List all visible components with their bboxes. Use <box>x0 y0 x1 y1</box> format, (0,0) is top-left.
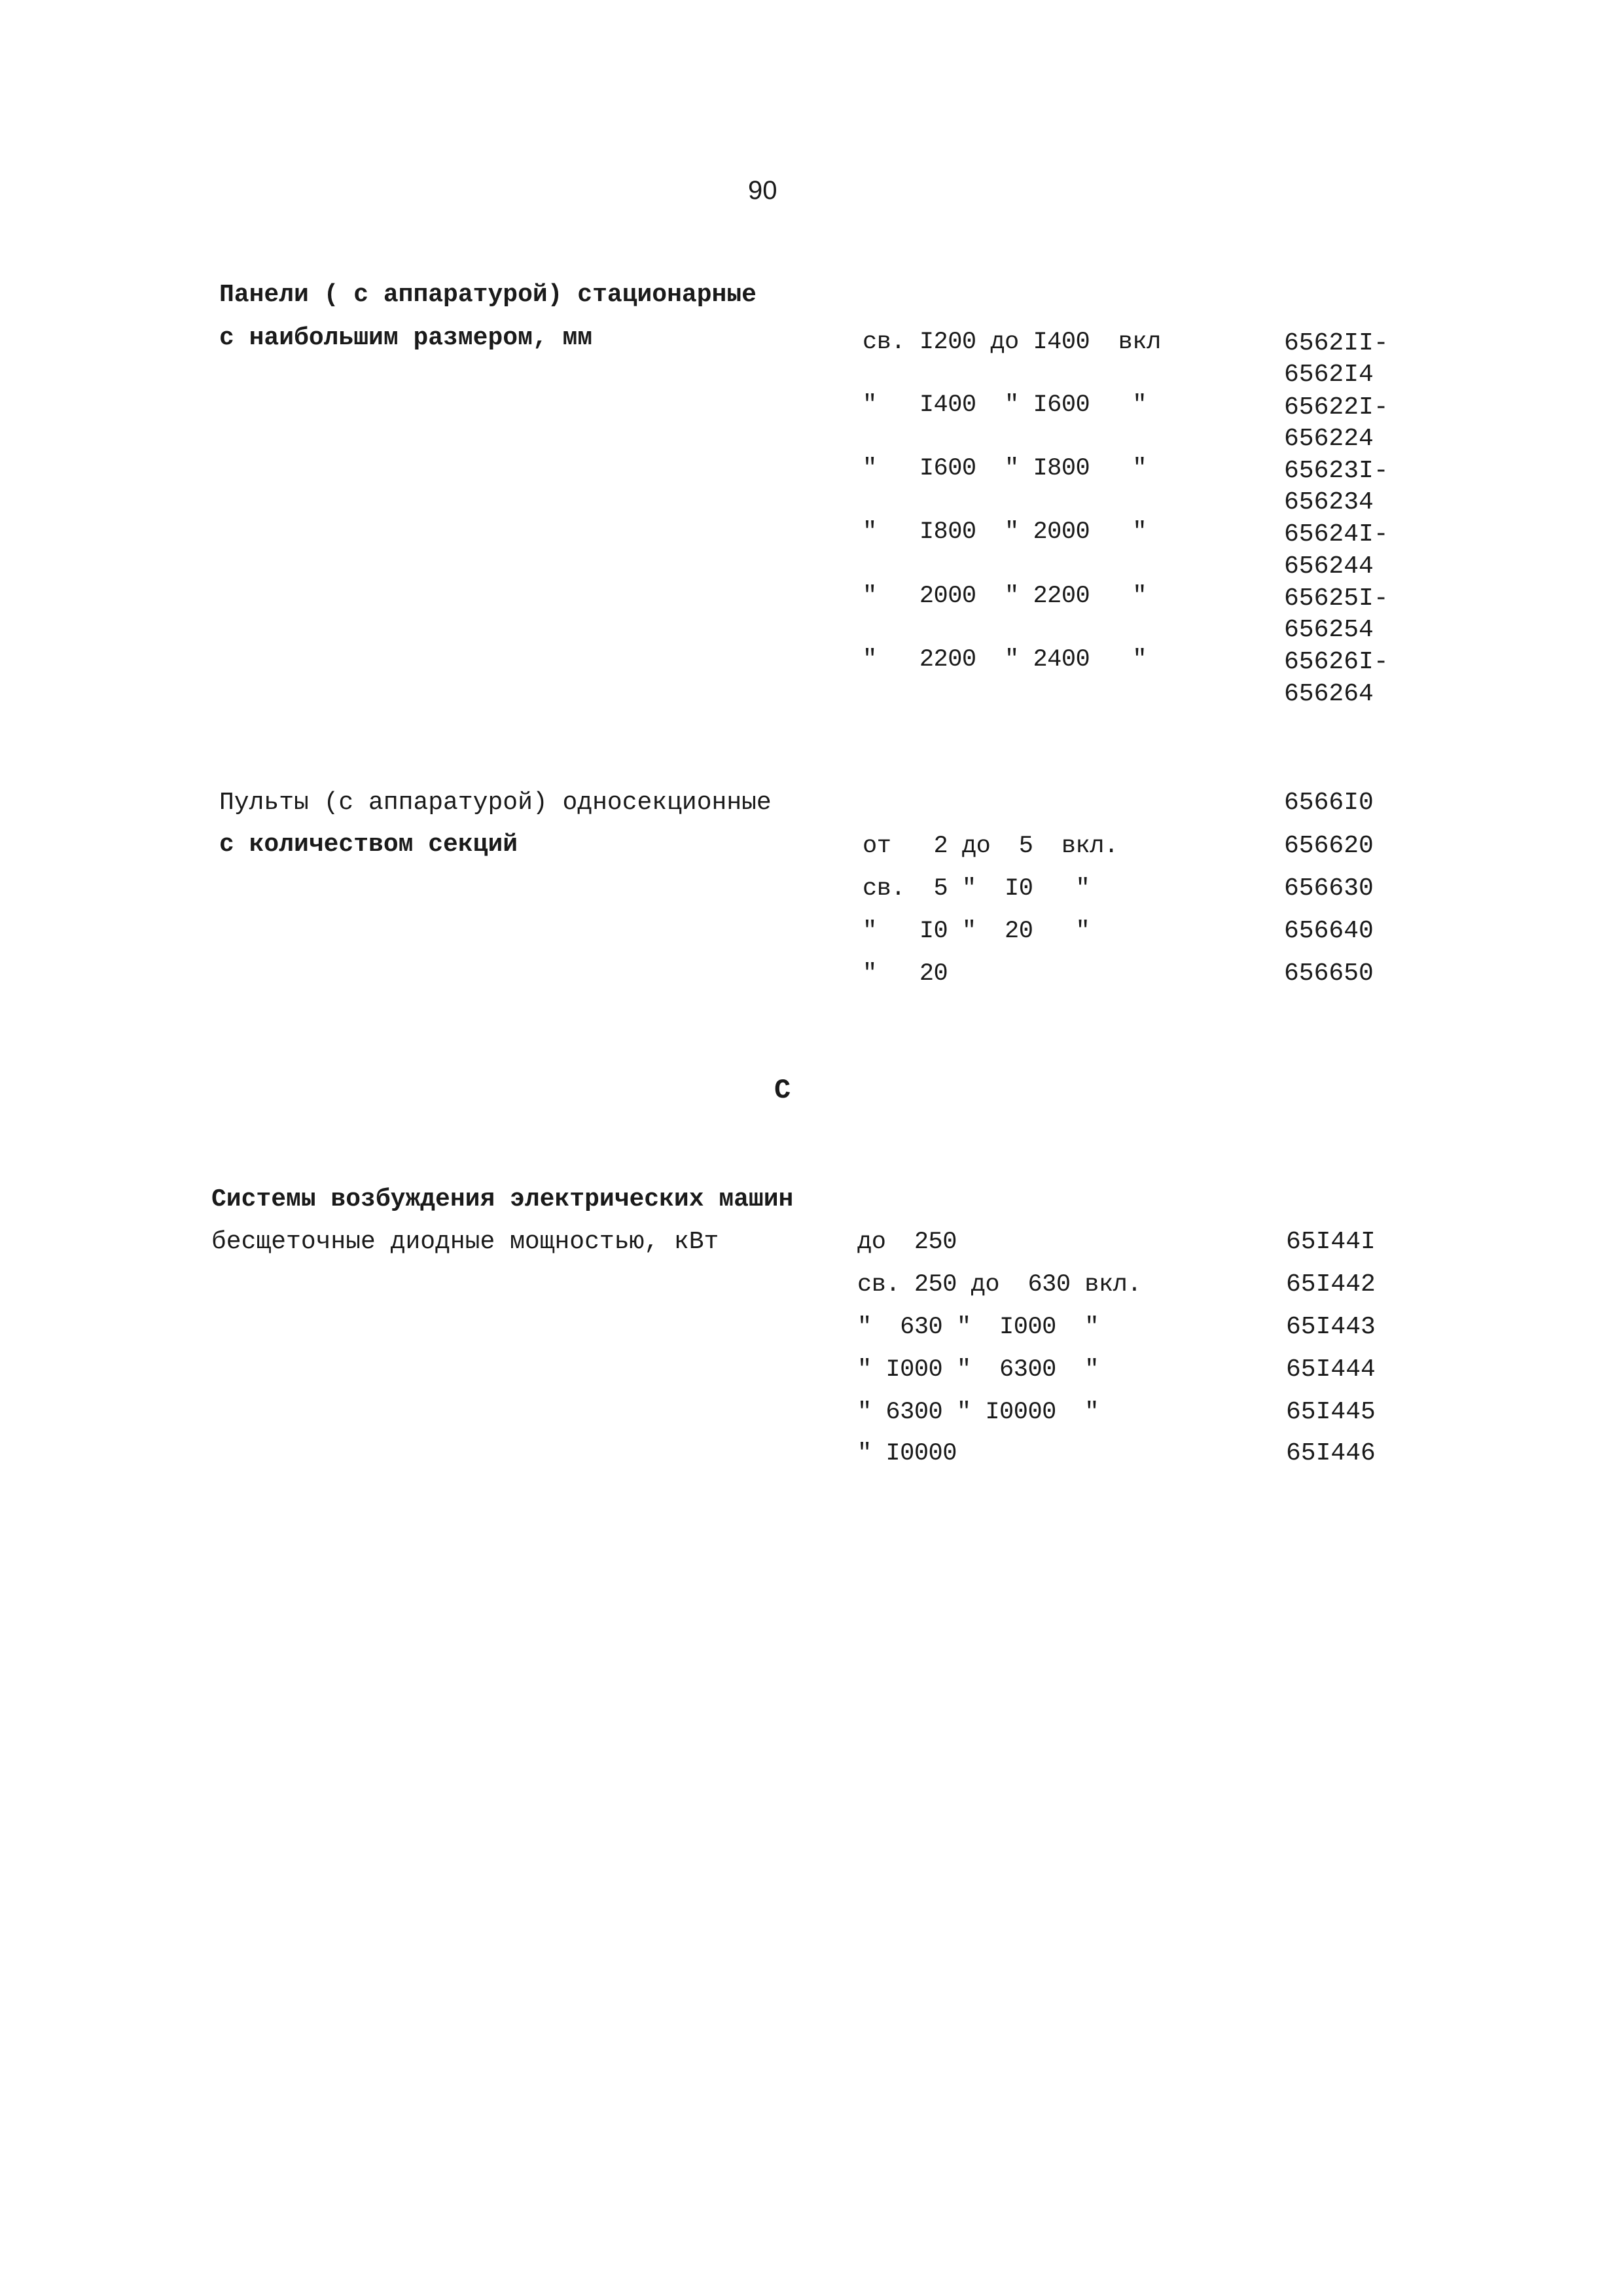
excitation-row-code: 65I443 <box>1286 1313 1376 1341</box>
consoles-row-code: 656650 <box>1284 960 1374 988</box>
excitation-row-cond: " 6300 " I0000 " <box>857 1399 1099 1426</box>
panels-row-code-end: 656244 <box>1284 552 1374 581</box>
section-letter: С <box>774 1075 791 1106</box>
panels-row-code-start: 65623I- <box>1284 457 1389 485</box>
panels-row-code-end: 656224 <box>1284 425 1374 453</box>
panels-row-cond: св. I200 до I400 вкл <box>863 329 1161 356</box>
consoles-title-line2: с количеством секций <box>219 831 518 859</box>
panels-row-code-start: 65624I- <box>1284 520 1389 548</box>
excitation-row-cond: св. 250 до 630 вкл. <box>857 1271 1142 1299</box>
panels-row-cond: " I600 " I800 " <box>863 455 1147 482</box>
excitation-row-cond: до 250 <box>857 1229 957 1256</box>
page-number: 90 <box>748 176 777 205</box>
consoles-row-code: 656640 <box>1284 917 1374 945</box>
consoles-row-cond: " I0 " 20 " <box>863 918 1090 945</box>
consoles-title-code: 6566I0 <box>1284 789 1374 817</box>
panels-row-code-start: 65622I- <box>1284 393 1389 422</box>
panels-row-cond: " 2000 " 2200 " <box>863 583 1147 610</box>
panels-row-code-end: 656264 <box>1284 680 1374 708</box>
panels-row-code-end: 6562I4 <box>1284 361 1374 389</box>
consoles-row-code: 656630 <box>1284 874 1374 903</box>
consoles-row-cond: от 2 до 5 вкл. <box>863 833 1118 860</box>
excitation-row-code: 65I446 <box>1286 1439 1376 1467</box>
panels-row-cond: " 2200 " 2400 " <box>863 646 1147 673</box>
consoles-row-cond: св. 5 " I0 " <box>863 875 1090 903</box>
panels-row-code-start: 6562II- <box>1284 329 1389 357</box>
panels-row-code-end: 656234 <box>1284 488 1374 516</box>
excitation-row-cond: " 630 " I000 " <box>857 1314 1099 1341</box>
excitation-row-cond: " I000 " 6300 " <box>857 1356 1099 1384</box>
panels-row-code-end: 656254 <box>1284 616 1374 644</box>
excitation-title-line2: бесщеточные диодные мощностью, кВт <box>211 1228 719 1256</box>
consoles-row-code: 656620 <box>1284 832 1374 860</box>
excitation-row-code: 65I442 <box>1286 1270 1376 1299</box>
excitation-row-code: 65I444 <box>1286 1355 1376 1384</box>
consoles-row-cond: " 20 <box>863 960 948 988</box>
panels-row-cond: " I400 " I600 " <box>863 391 1147 419</box>
panels-row-cond: " I800 " 2000 " <box>863 518 1147 546</box>
excitation-title-line1: Системы возбуждения электрических машин <box>211 1185 794 1213</box>
excitation-row-cond: " I0000 <box>857 1440 957 1467</box>
panels-row-code-start: 65626I- <box>1284 648 1389 676</box>
consoles-title-line1: Пульты (с аппаратурой) односекционные <box>219 789 772 817</box>
panels-row-code-start: 65625I- <box>1284 584 1389 613</box>
panels-title-line2: с наибольшим размером, мм <box>219 324 593 352</box>
excitation-row-code: 65I445 <box>1286 1398 1376 1426</box>
panels-title-line1: Панели ( с аппаратурой) стационарные <box>219 281 757 309</box>
excitation-row-code: 65I44I <box>1286 1228 1376 1256</box>
